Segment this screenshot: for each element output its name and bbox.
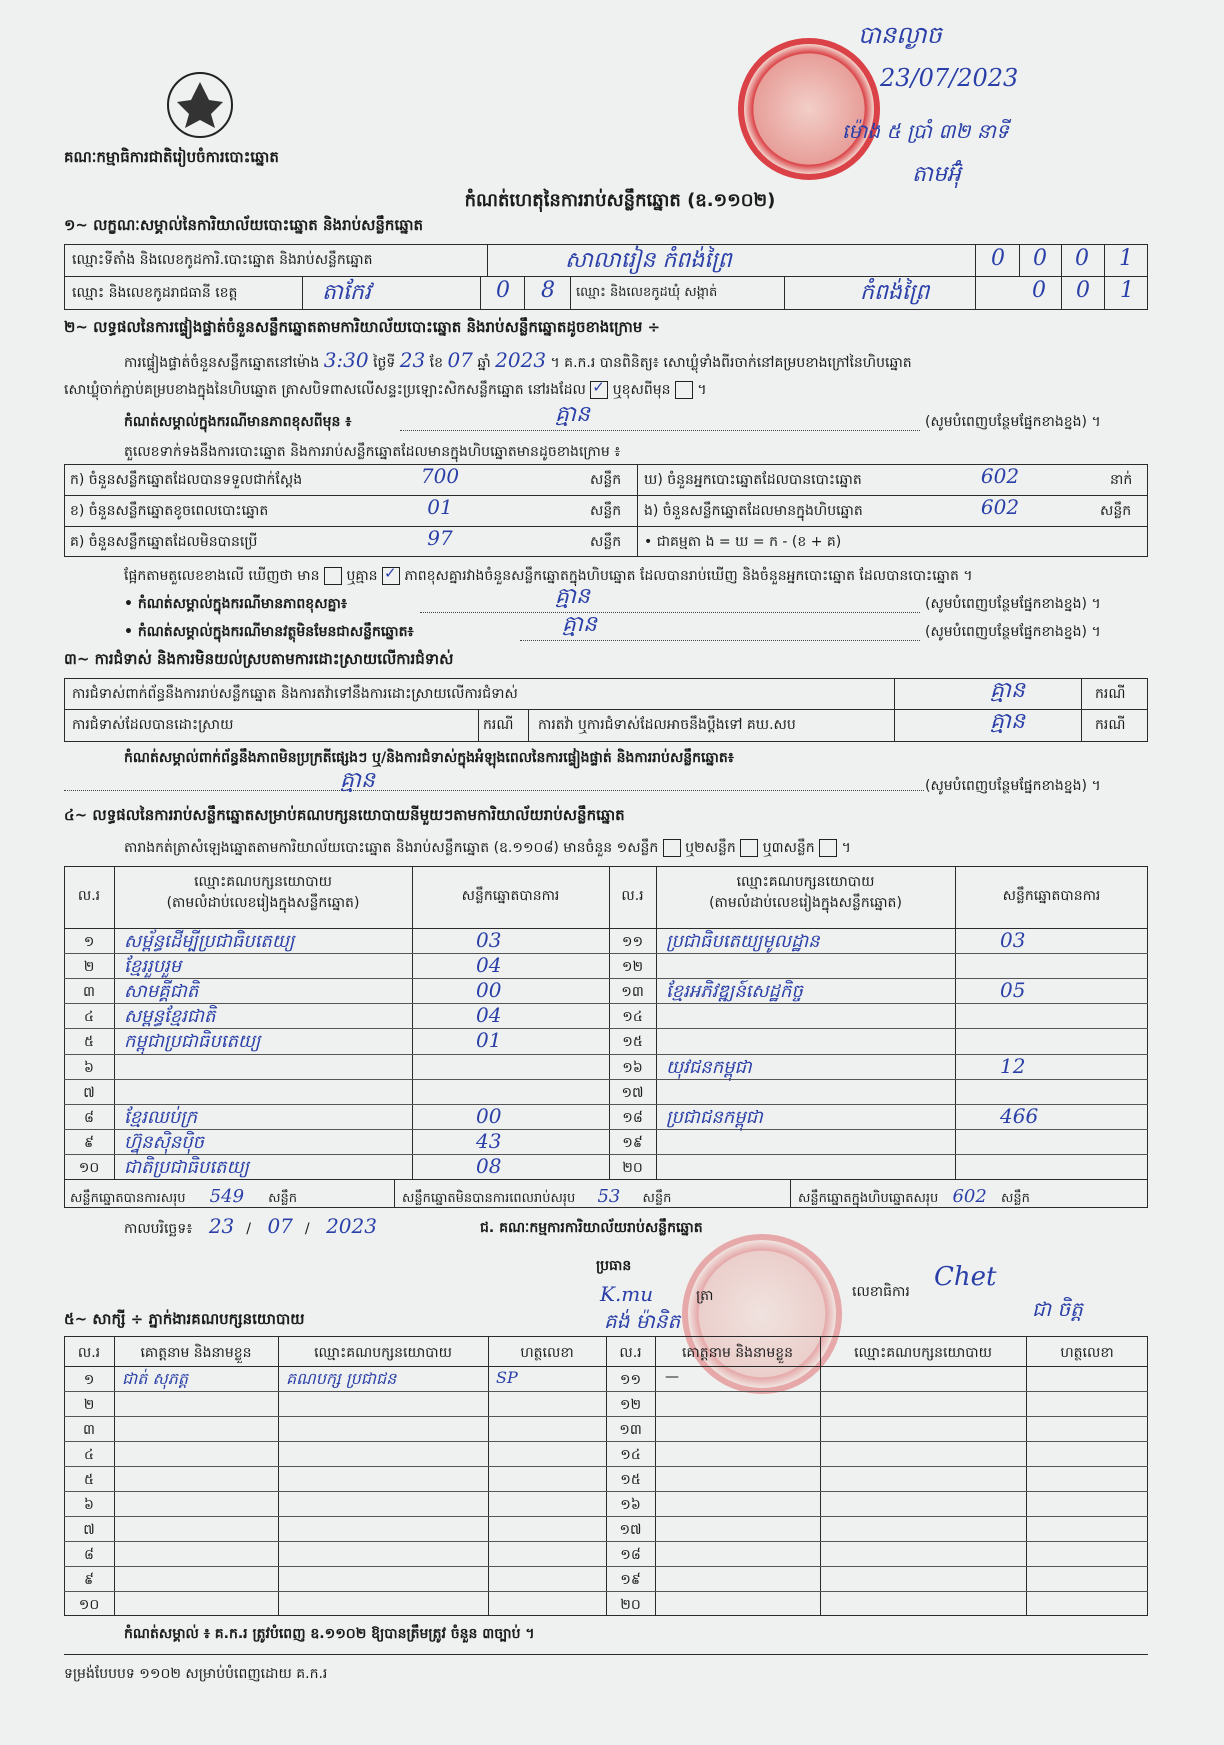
result-left-no: ៨: [84, 1109, 94, 1126]
signing-date-day: 23: [208, 1214, 235, 1238]
compare-line: [124, 566, 973, 587]
result-right-no: ២០: [622, 1159, 643, 1176]
witness-left-no: ៦: [84, 1497, 94, 1513]
results-col-no-right: ល.រ: [621, 888, 644, 904]
total-invalid: [402, 1186, 671, 1209]
witness-left-no: ៩: [84, 1572, 94, 1588]
result-left-party: សម្ព័ន្ធ​ដើម្បី​ប្រជាធិបតេយ្យ: [124, 931, 295, 952]
province-name: តាកែវ: [322, 280, 371, 305]
diff-note-label: កំណត់សម្គាល់ក្នុងករណីមានភាពខុសពីមុន ៖: [124, 414, 352, 430]
bullet1-label: • កំណត់សម្គាល់ក្នុងករណីមានភាពខុសគ្នា៖: [124, 596, 348, 612]
result-right-no: ១៦: [622, 1059, 643, 1076]
witness-col-sign-left: ហត្ថលេខា: [520, 1345, 574, 1361]
count-e-unit: សន្លឹក: [1100, 503, 1132, 519]
result-right-party: ប្រជាជន​កម្ពុជា: [666, 1106, 763, 1128]
section4-title: ៤~ លទ្ធផលនៃការរាប់សន្លឹកឆ្នោតសម្រាប់គណបក្សនយោបាយនីមួយៗតាមការិយាល័យរាប់សន្លឹកឆ្នោត: [64, 806, 625, 824]
result-left-votes: 08: [476, 1153, 502, 1178]
irregularity-note-value: គ្មាន: [340, 768, 375, 793]
result-left-party: ជាតិ​ប្រជាធិបតេយ្យ: [124, 1156, 249, 1178]
station-code-4: 1: [1119, 246, 1133, 271]
commune-name: កំពង់​ព្រៃ: [860, 280, 930, 305]
count-e-value: 602: [980, 495, 1020, 519]
result-right-no: ១៥: [622, 1034, 643, 1051]
result-left-party: ខ្មែរ​ឈប់ក្រ: [124, 1106, 198, 1128]
result-right-party: យុវជន​កម្ពុជា: [666, 1056, 752, 1078]
result-right-no: ១៩: [622, 1134, 643, 1151]
witness-left-sign: SP: [496, 1368, 518, 1387]
total-box-label: សន្លឹកឆ្នោតក្នុងហិបឆ្នោតសរុប: [798, 1191, 939, 1206]
tally-line: តារាងកត់ត្រាសំឡេងឆ្នោតតាមការិយាល័យបោះឆ្នោត និងរាប់សន្លឹកឆ្នោត (ឧ.១១០៨) មានចំនួន ១សន្លឹក ឬ២សន្លឹក ឬ៣សន្លឹក ។: [124, 840, 851, 856]
commune-code-1: 0: [1032, 278, 1046, 303]
objection-row1-value: គ្មាន: [990, 678, 1025, 703]
irregularity-note-label: កំណត់សម្គាល់ពាក់ព័ន្ធនឹងភាពមិនប្រក្រតីផ្សេងៗ ឬ/និងការជំទាស់ក្នុងអំឡុងពេលនៃការផ្ទៀងផ្ទាត់ និងការរាប់សន្លឹកឆ្នោត៖: [124, 750, 734, 766]
nec-logo: [165, 70, 235, 140]
total-invalid-label: សន្លឹកឆ្នោតមិនបានការពេលរាប់សរុប: [402, 1191, 576, 1206]
objection-row1-unit: ករណី: [1095, 686, 1126, 702]
results-col-party-left-title: ឈ្មោះគណបក្សនយោបាយ: [194, 874, 332, 890]
result-right-party: ខ្មែរ​អភិវឌ្ឍន៍​សេដ្ឋកិច្ច: [666, 981, 803, 1003]
witness-right-no: ១៣: [619, 1422, 642, 1438]
witness-left-party: គណបក្ស ប្រជាជន: [286, 1369, 397, 1388]
diff-note-value: គ្មាន: [555, 402, 590, 427]
total-box: [798, 1186, 1030, 1209]
count-c-value: 97: [427, 526, 453, 550]
count-c-label: គ) ចំនួនសន្លឹកឆ្នោតដែលមិនបានប្រើ: [70, 534, 258, 550]
section3-title: ៣~ ការជំទាស់ និងការមិនយល់ស្របតាមការដោះស្រាយលើការជំទាស់: [64, 650, 454, 668]
count-a-unit: សន្លឹក: [590, 472, 622, 488]
count-b-unit: សន្លឹក: [590, 503, 622, 519]
witness-right-no: ១៥: [620, 1472, 641, 1488]
result-left-no: ៣: [83, 984, 95, 1001]
committee-title: ជ. គណៈកម្មការការិយាល័យរាប់សន្លឹកឆ្នោត: [480, 1220, 703, 1236]
count-c-unit: សន្លឹក: [590, 534, 622, 550]
result-left-no: ៧: [83, 1084, 95, 1101]
stamp-note-3: ម៉ោង ៥ ប្រាំ ៣២ នាទី: [842, 119, 1009, 143]
result-right-party: ប្រជាធិបតេយ្យ​មូលដ្ឋាន: [666, 931, 820, 952]
unchanged-checkbox[interactable]: [590, 381, 608, 399]
no-diff-checkbox[interactable]: [382, 567, 400, 585]
form-title: កំណត់ហេតុនៃការរាប់សន្លឹកឆ្នោត (ឧ.១១០២): [464, 190, 776, 211]
count-b-label: ខ) ចំនួនសន្លឹកឆ្នោតខូចពេលបោះឆ្នោត: [70, 503, 269, 519]
counts-intro: តួលេខទាក់ទងនឹងការបោះឆ្នោត និងការរាប់សន្លឹកឆ្នោតដែលមានក្នុងហិបឆ្នោតមានដូចខាងក្រោម ៖: [124, 444, 621, 460]
bullet2-hint: (សូមបំពេញបន្ថែមផ្នែកខាងខ្នង) ។: [925, 624, 1101, 640]
witness-left-no: ៧: [83, 1522, 95, 1538]
verification-p2: សោឃ្លុំចាក់ភ្ជាប់គម្របខាងក្នុងនៃហិបឆ្នោត ត្រាសបិទពាសលើសន្ទះប្រឡោះសិកសន្លឹកឆ្នោត នៅរងដែល: [64, 382, 586, 398]
result-right-no: ១៧: [621, 1084, 644, 1101]
polling-station-label: ឈ្មោះទីតាំង និងលេខកូដការិ.បោះឆ្នោត និងរាប់សន្លឹកឆ្នោត: [72, 252, 373, 268]
result-left-votes: 04: [476, 953, 502, 978]
signing-date-month: 07: [267, 1214, 293, 1238]
results-col-votes-right: សន្លឹកឆ្នោតបានការ: [1002, 888, 1101, 904]
province-code-1: 0: [496, 278, 510, 303]
results-col-no-left: ល.រ: [77, 888, 101, 904]
count-b-value: 01: [427, 495, 453, 519]
secretary-signature: Chet: [934, 1262, 997, 1292]
result-left-party: ខ្មែរ​រួបរួម: [124, 956, 182, 978]
witness-col-no-right: ល.រ: [619, 1345, 642, 1361]
objection-row2b-unit: ករណី: [1095, 717, 1126, 733]
results-col-party-right-sub: (តាមលំដាប់លេខរៀងក្នុងសន្លឹកឆ្នោត): [709, 895, 902, 911]
tally-3-checkbox[interactable]: [819, 839, 837, 857]
footer-note: កំណត់សម្គាល់ ៖ គ.ក.រ ត្រូវបំពេញ ឧ.១១០២ ឱ្យបានត្រឹមត្រូវ ចំនួន ៣ច្បាប់ ។: [124, 1626, 535, 1642]
total-invalid-unit: សន្លឹក: [642, 1191, 672, 1206]
witness-right-no: ២០: [620, 1597, 641, 1613]
witness-right-no: ១១: [619, 1372, 642, 1388]
total-valid-value: 549: [209, 1186, 245, 1207]
witness-col-name-right: គោត្តនាម និងនាមខ្លួន: [681, 1345, 794, 1361]
result-right-no: ១១: [621, 934, 644, 950]
result-right-no: ១៤: [622, 1009, 643, 1026]
verification-d: ឆ្នាំ: [477, 355, 491, 371]
witness-left-no: ២: [83, 1397, 95, 1413]
result-right-votes: 12: [1000, 1053, 1026, 1078]
objection-row2-label: ការជំទាស់ដែលបានដោះស្រាយ: [72, 717, 234, 733]
commune-label: ឈ្មោះ និងលេខកូដឃុំ សង្កាត់: [576, 285, 718, 300]
tally-2-label: ឬ២សន្លឹក: [685, 840, 736, 856]
result-left-party: ហ្វ៊ុនស៊ិនប៉ិច: [124, 1131, 204, 1153]
result-right-no: ១៣: [621, 984, 644, 1001]
diff-note-hint: (សូមបំពេញបន្ថែមផ្នែកខាងខ្នង) ។: [925, 414, 1101, 430]
witness-col-no-left: ល.រ: [77, 1345, 101, 1361]
verification-year: 2023: [495, 348, 547, 372]
section1-title: ១~ លក្ខណៈសម្គាល់នៃការិយាល័យបោះឆ្នោត និងរាប់សន្លឹកឆ្នោត: [64, 216, 424, 234]
count-a-value: 700: [420, 464, 460, 488]
polling-station-name: សាលា​រៀន​ កំពង់​ព្រៃ: [565, 248, 732, 273]
chair-label: ប្រធាន: [596, 1258, 632, 1274]
count-e-label: ង) ចំនួនសន្លឹកឆ្នោតដែលមានក្នុងហិបឆ្នោត: [644, 503, 863, 519]
result-left-no: ១: [83, 934, 95, 950]
count-a-label: ក) ចំនួនសន្លឹកឆ្នោតដែលបានទទួលជាក់ស្តែង: [70, 472, 303, 488]
bullet2-label: • កំណត់សម្គាល់ក្នុងករណីមានវត្ថុមិនមែនជាសន្លឹកឆ្នោត៖: [124, 624, 414, 640]
result-left-votes: 03: [476, 928, 502, 952]
count-d-value: 602: [980, 464, 1020, 488]
verification-day: 23: [399, 348, 426, 372]
witness-left-no: ៤: [84, 1447, 94, 1463]
witness-right-no: ១៦: [620, 1497, 641, 1513]
stamp-note-date: 23/07/2023: [880, 64, 1019, 92]
commune-code-3: 1: [1120, 278, 1134, 303]
witness-col-party-right: ឈ្មោះគណបក្សនយោបាយ: [854, 1345, 992, 1361]
result-right-votes: 05: [1000, 978, 1026, 1003]
signing-date-label: កាលបរិច្ឆេទ៖: [124, 1221, 193, 1237]
objection-row2b-value: គ្មាន: [990, 709, 1025, 734]
witness-right-name: —: [665, 1369, 679, 1385]
changed-checkbox[interactable]: [675, 381, 693, 399]
stamp-note-4: តាម​អ៊ុំ: [912, 162, 961, 187]
results-col-party-left-sub: (តាមលំដាប់លេខរៀងក្នុងសន្លឹកឆ្នោត): [166, 895, 360, 911]
bullet2-value: គ្មាន: [562, 612, 597, 637]
verification-e: ។ គ.ក.រ បានពិនិត្យ៖ សោឃ្លុំទាំងពីរចាក់នៅគម្របខាងក្រៅនៃហិបឆ្នោត: [550, 355, 912, 371]
objection-row1-label: ការជំទាស់ពាក់ព័ន្ធនឹងការរាប់សន្លឹកឆ្នោត និងការតវ៉ាទៅនឹងការដោះស្រាយលើការជំទាស់: [72, 686, 518, 702]
compare-b: ឬគ្មាន: [346, 568, 378, 584]
result-left-votes: 00: [476, 1103, 502, 1128]
commune-code-2: 0: [1076, 278, 1090, 303]
verification-b: ថ្ងៃទី: [373, 355, 396, 371]
result-left-votes: 04: [476, 1003, 502, 1028]
witness-left-no: ៨: [84, 1547, 94, 1563]
witness-left-no: ៣: [83, 1422, 95, 1438]
result-right-no: ១៨: [622, 1109, 643, 1126]
results-col-party-right: [656, 872, 955, 914]
result-left-no: ៩: [84, 1134, 94, 1151]
count-d-unit: នាក់: [1110, 472, 1133, 488]
total-box-value: 602: [952, 1186, 987, 1207]
chair-name: គង់ ម៉ានិត: [604, 1309, 681, 1333]
total-valid: [70, 1186, 297, 1209]
result-left-party: សាមគ្គី​ជាតិ: [124, 981, 199, 1003]
objection-row2-unit: ករណី: [483, 717, 514, 733]
objection-row2b-label: ការតវ៉ា ឬការជំទាស់ដែលអាចនឹងប្តឹងទៅ គឃ.សប: [538, 717, 796, 733]
tally-text: តារាងកត់ត្រាសំឡេងឆ្នោតតាមការិយាល័យបោះឆ្នោត និងរាប់សន្លឹកឆ្នោត (ឧ.១១០៨) មានចំនួន ១សន្លឹក: [124, 840, 659, 856]
witness-right-no: ១៨: [620, 1547, 641, 1563]
has-diff-checkbox[interactable]: [324, 567, 342, 585]
result-left-party: កម្ពុជា​ប្រជាធិបតេយ្យ: [124, 1031, 261, 1053]
verification-time: 3:30: [323, 348, 369, 372]
verification-a: ការផ្ទៀងផ្ទាត់ចំនួនសន្លឹកឆ្នោតនៅម៉ោង: [124, 355, 320, 371]
result-left-votes: 43: [476, 1128, 502, 1153]
count-formula: • ជាគម្មតា ង = ឃ = ក - (ខ + គ): [644, 534, 842, 550]
witness-left-no: ៥: [84, 1472, 94, 1488]
results-col-party-right-title: ឈ្មោះគណបក្សនយោបាយ: [736, 874, 875, 890]
compare-a: ផ្អែកតាមតួលេខខាងលើ ឃើញថា មាន: [124, 568, 320, 584]
witness-left-no: ១: [83, 1372, 95, 1388]
witness-right-no: ១៧: [619, 1522, 642, 1538]
results-col-votes-left: សន្លឹកឆ្នោតបានការ: [461, 888, 560, 904]
total-invalid-value: 53: [597, 1186, 621, 1207]
witness-col-party-left: ឈ្មោះគណបក្សនយោបាយ: [314, 1345, 452, 1361]
verification-line2: សោឃ្លុំចាក់ភ្ជាប់គម្របខាងក្នុងនៃហិបឆ្នោត ត្រាសបិទពាសលើសន្ទះប្រឡោះសិកសន្លឹកឆ្នោត នៅរងដែល ✓ ឬខុសពីមុន ។: [64, 380, 707, 401]
secretary-name: ជា ចិត្ត: [1032, 1297, 1083, 1321]
count-d-label: ឃ) ចំនួនអ្នកបោះឆ្នោតដែលបានបោះឆ្នោត: [644, 472, 862, 488]
chair-signature: K.mu: [600, 1282, 654, 1306]
witness-right-no: ១៩: [620, 1572, 641, 1588]
compare-c: ភាពខុសគ្នារវាងចំនួនសន្លឹកឆ្នោតក្នុងហិបឆ្នោត ដែលបានរាប់ឃើញ និងចំនួនអ្នកបោះឆ្នោត ដែលបានបោះឆ្នោត ។: [404, 568, 973, 584]
results-col-party-left: [114, 872, 412, 914]
result-right-votes: 03: [1000, 928, 1026, 952]
total-valid-label: សន្លឹកឆ្នោតបានការសរុប: [70, 1191, 186, 1206]
total-box-unit: សន្លឹក: [1000, 1191, 1030, 1206]
witness-right-no: ១២: [619, 1397, 642, 1413]
witness-right-no: ១៤: [620, 1447, 641, 1463]
station-code-2: 0: [1033, 246, 1047, 271]
witness-col-name-left: គោត្តនាម និងនាមខ្លួន: [140, 1345, 252, 1361]
result-left-no: ៤: [84, 1009, 94, 1026]
result-left-votes: 01: [476, 1028, 502, 1053]
tally-3-label: ឬ៣សន្លឹក: [762, 840, 815, 856]
official-seal: [738, 38, 880, 180]
changed-label: ឬខុសពីមុន: [612, 382, 671, 398]
witness-left-name: ជាត់ សុភត្ត: [122, 1369, 189, 1388]
stamp-note-1: បាន​ល្ងាច: [858, 21, 942, 49]
tally-2-checkbox[interactable]: [740, 839, 758, 857]
province-label: ឈ្មោះ និងលេខកូដរាជធានី ខេត្ត: [72, 285, 238, 301]
station-code-1: 0: [991, 246, 1005, 271]
witness-left-no: ១០: [78, 1597, 100, 1613]
signing-date-year: 2023: [326, 1214, 377, 1238]
station-code-3: 0: [1075, 246, 1089, 271]
verification-text: [124, 348, 1154, 374]
result-right-no: ១២: [621, 959, 644, 976]
section5-title: ៥~ សាក្សី ÷ ភ្នាក់ងារគណបក្សនយោបាយ: [64, 1310, 305, 1328]
result-left-party: សម្ពន្ធ​ខ្មែរ​ជាតិ: [124, 1006, 216, 1028]
verification-c: ខែ: [429, 355, 443, 371]
result-left-no: ២: [83, 959, 95, 976]
verification-month: 07: [447, 348, 473, 372]
bullet1-value: គ្មាន: [555, 584, 590, 609]
total-valid-unit: សន្លឹក: [268, 1191, 298, 1206]
result-left-no: ៦: [84, 1059, 94, 1076]
witness-col-sign-right: ហត្ថលេខា: [1060, 1345, 1114, 1361]
chair-seal-mark: ត្រា: [696, 1288, 714, 1304]
province-code-2: 8: [541, 278, 555, 303]
agency-name: គណៈកម្មាធិការជាតិរៀបចំការបោះឆ្នោត: [64, 148, 279, 166]
bullet1-hint: (សូមបំពេញបន្ថែមផ្នែកខាងខ្នង) ។: [925, 596, 1101, 612]
tally-1-checkbox[interactable]: [663, 839, 681, 857]
result-left-no: ៥: [84, 1034, 94, 1051]
irregularity-note-hint: (សូមបំពេញបន្ថែមផ្នែកខាងខ្នង) ។: [925, 778, 1101, 794]
section2-title: ២~ លទ្ធផលនៃការផ្ទៀងផ្ទាត់ចំនួនសន្លឹកឆ្នោតតាមការិយាល័យបោះឆ្នោត និងរាប់សន្លឹកឆ្នោតដូចខាងក្រោម ÷: [64, 318, 661, 336]
secretary-label: លេខាធិការ: [852, 1284, 910, 1300]
result-left-no: ១០: [78, 1159, 100, 1176]
result-right-votes: 466: [1000, 1103, 1039, 1128]
footer-form-ref: ទម្រង់បែបបទ ១១០២ សម្រាប់បំពេញដោយ គ.ក.រ: [64, 1666, 328, 1682]
signing-date: កាលបរិច្ឆេទ៖ 23 / 07 / 2023: [124, 1214, 389, 1240]
result-left-votes: 00: [476, 978, 502, 1003]
